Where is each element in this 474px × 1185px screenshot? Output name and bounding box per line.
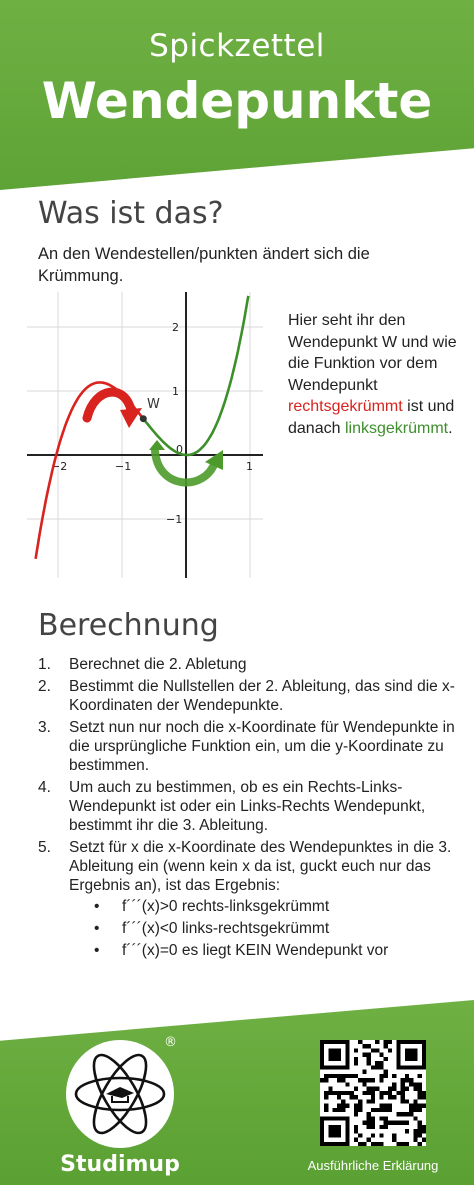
qr-caption: Ausführliche Erklärung: [307, 1158, 439, 1173]
function-graph: [25, 290, 265, 580]
qr-code-icon[interactable]: [320, 1040, 426, 1146]
explanation-period: .: [448, 419, 453, 437]
header-subtitle: Spickzettel: [149, 28, 325, 64]
bullet-item: [69, 897, 456, 916]
origin-label: 0: [176, 443, 183, 456]
result-bullets: [69, 897, 456, 960]
y-tick-label: −1: [166, 513, 183, 526]
explanation-text: ist und danach: [288, 398, 455, 437]
bullet-icon: •: [94, 898, 100, 915]
intro-text: An den Wendestellen/punkten ändert sich die Krümmung.: [38, 245, 370, 285]
y-tick-label: 1: [172, 385, 179, 398]
x-tick-label: −1: [115, 460, 132, 473]
registered-mark: ®: [164, 1035, 177, 1050]
explanation-text: Hier seht ihr den Wendepunkt W und wie die Funktion vor dem Wendepunkt: [288, 312, 457, 394]
bullet-text: f´´´(x)<0 links-rechtsgekrümmt: [122, 920, 330, 937]
list-item: [38, 778, 456, 835]
list-item: [38, 655, 456, 674]
list-item-text: Um auch zu bestimmen, ob es ein Rechts-Links-Wendepunkt ist oder ein Links-Rechts Wendepunkt, bestimmt ihr die 3. Ableitung.: [69, 779, 426, 834]
list-item: [38, 718, 456, 775]
atom-icon[interactable]: [62, 1032, 182, 1150]
explanation-red-word: rechtsgekrümmt: [288, 398, 403, 415]
list-number: 2.: [38, 678, 51, 695]
page-title: Wendepunkte: [41, 72, 433, 130]
list-number: 4.: [38, 779, 51, 796]
list-number: 1.: [38, 656, 51, 673]
list-item: [38, 677, 456, 715]
bullet-item: [69, 919, 456, 938]
y-tick-label: 2: [172, 321, 179, 334]
steps-list: [38, 655, 456, 963]
list-item-text: Berechnet die 2. Abletung: [69, 656, 247, 673]
list-number: 3.: [38, 719, 51, 736]
inflection-point-label: W: [147, 397, 160, 412]
bullet-text: f´´´(x)=0 es liegt KEIN Wendepunkt vor: [122, 942, 389, 959]
list-number: 5.: [38, 839, 51, 856]
bullet-text: f´´´(x)>0 rechts-linksgekrümmt: [122, 898, 330, 915]
bullet-item: [69, 941, 456, 960]
list-item-text: Bestimmt die Nullstellen der 2. Ableitung, das sind die x-Koordinaten der Wendepunkte.: [69, 678, 455, 714]
concave-down-arrow-icon: [87, 392, 142, 428]
list-item-text: Setzt für x die x-Koordinate des Wendepunktes in die 3. Ableitung ein (wenn kein x da ist, guckt euch nur das Ergebnis an), ist das Ergebnis:: [69, 839, 452, 894]
curve-right-green: [143, 296, 248, 455]
inflection-point-marker: [140, 415, 147, 422]
graph-explanation: [288, 310, 463, 439]
section-heading-berechnung: Berechnung: [38, 608, 219, 643]
explanation-green-word: linksgekrümmt: [344, 419, 449, 437]
bullet-icon: •: [94, 920, 100, 937]
list-item-text: Setzt nun nur noch die x-Koordinate für Wendepunkte in die ursprüngliche Funktion ein, um die y-Koordinate zu bestimmen.: [69, 719, 455, 774]
brand-name: Studimup: [60, 1152, 180, 1177]
x-tick-label: 1: [246, 460, 253, 473]
x-tick-label: −2: [51, 460, 68, 473]
section-heading-was-ist-das: Was ist das?: [38, 196, 224, 231]
list-item: [38, 838, 456, 960]
bullet-icon: •: [94, 942, 100, 959]
